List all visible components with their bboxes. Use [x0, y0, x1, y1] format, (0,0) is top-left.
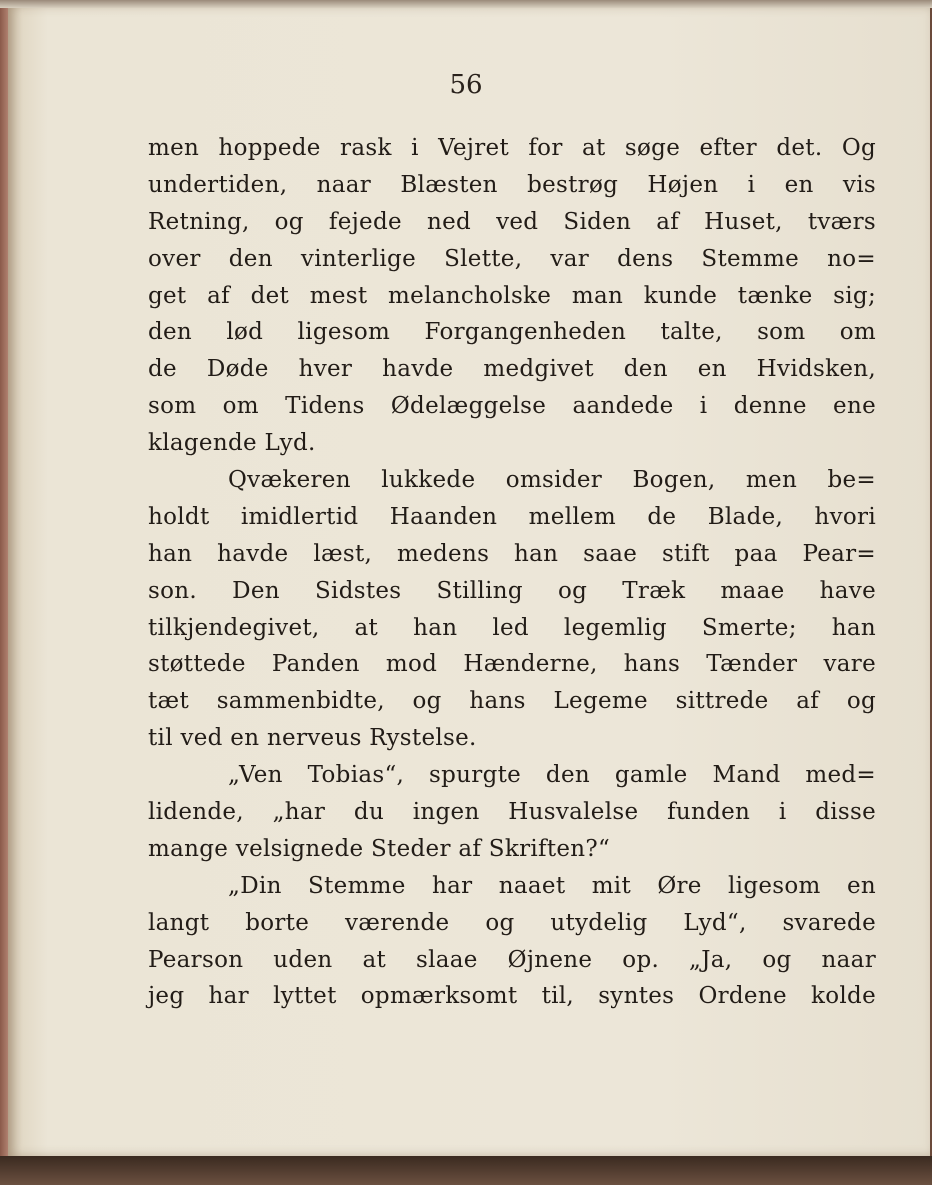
text-line: han havde læst, medens han saae stift paa Pear=: [148, 540, 876, 567]
text-line: Qvækeren lukkede omsider Bogen, men be=: [228, 467, 876, 494]
text-line: tæt sammenbidte, og hans Legeme sittrede af og: [148, 688, 876, 715]
page-top-edge: [0, 0, 932, 8]
text-line: holdt imidlertid Haanden mellem de Blade, hvori: [148, 503, 876, 530]
text-line: Retning, og fejede ned ved Siden af Huset, tværs: [148, 208, 876, 235]
text-line: de Døde hver havde medgivet den en Hvidsken,: [148, 356, 876, 383]
text-line: til ved en nerveus Rystelse.: [148, 725, 477, 752]
text-line: mange velsignede Steder af Skriften?“: [148, 835, 611, 862]
page-bottom-edge: [0, 1156, 932, 1185]
page-number: 56: [449, 70, 483, 100]
text-line: „Ven Tobias“, spurgte den gamle Mand med=: [228, 762, 876, 789]
text-line: son. Den Sidstes Stilling og Træk maae have: [148, 577, 876, 604]
text-line: „Din Stemme har naaet mit Øre ligesom en: [228, 872, 876, 899]
text-line: jeg har lyttet opmærksomt til, syntes Ordene kolde: [148, 983, 876, 1010]
text-line: over den vinterlige Slette, var dens Stemme no=: [148, 245, 876, 272]
text-line: get af det mest melancholske man kunde tænke sig;: [148, 282, 876, 309]
body-text: [148, 130, 876, 1015]
text-line: den lød ligesom Forgangenheden talte, som om: [148, 319, 876, 346]
text-line: klagende Lyd.: [148, 430, 316, 457]
text-line: støttede Panden mod Hænderne, hans Tænder vare: [148, 651, 876, 678]
text-line: men hoppede rask i Vejret for at søge efter det. Og: [148, 135, 876, 161]
text-line: tilkjendegivet, at han led legemlig Smerte; han: [148, 614, 876, 641]
text-line: lidende, „har du ingen Husvalelse funden i disse: [148, 799, 876, 826]
text-line: Pearson uden at slaae Øjnene op. „Ja, og naar: [148, 946, 876, 973]
text-line: undertiden, naar Blæsten bestrøg Højen i en vis: [148, 171, 876, 198]
text-line: langt borte værende og utydelig Lyd“, svarede: [148, 909, 876, 936]
text-line: som om Tidens Ødelæggelse aandede i denne ene: [148, 393, 876, 420]
